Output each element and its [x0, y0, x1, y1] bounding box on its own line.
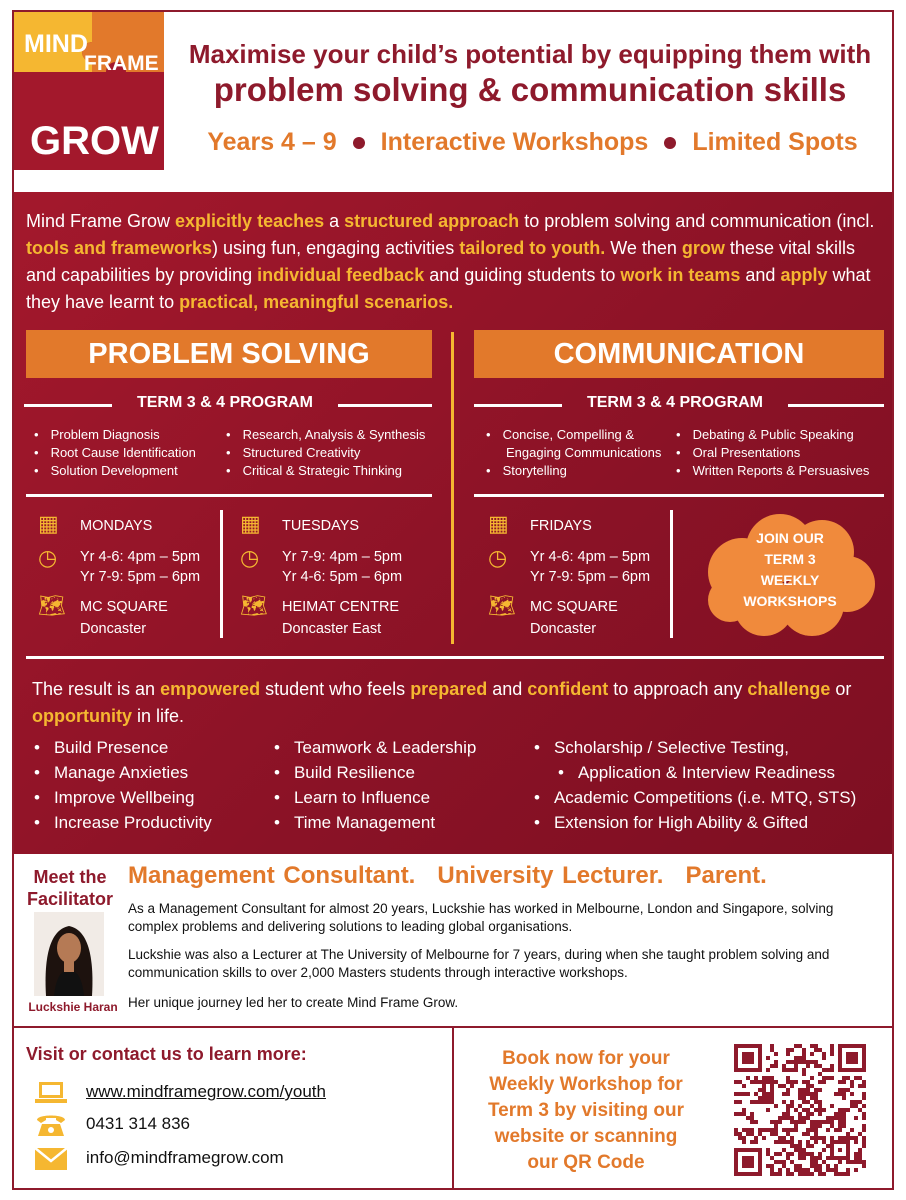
email-address[interactable]: info@mindframegrow.com	[86, 1148, 284, 1167]
facilitator-photo	[34, 912, 104, 996]
cloud-line: WEEKLY	[760, 572, 820, 588]
laptop-icon	[34, 1080, 68, 1106]
logo-word-grow: GROW	[30, 119, 159, 163]
list-item: • Root Cause Identification	[26, 444, 196, 462]
session-suburb: Doncaster	[80, 621, 147, 637]
facilitator-section	[14, 854, 892, 1026]
divider	[220, 510, 223, 638]
headline-line-2: problem solving & communication skills	[213, 71, 847, 108]
highlight-text: tailored to youth.	[459, 238, 606, 258]
cloud-line: JOIN OUR	[756, 530, 824, 546]
book-line: Term 3 by visiting our	[487, 1100, 685, 1121]
clock-icon: ◷	[488, 545, 508, 570]
session-day: TUESDAYS	[282, 518, 360, 534]
logo-word-frame: FRAME	[84, 52, 159, 75]
divider	[670, 510, 673, 638]
role: Management Consultant.	[128, 862, 416, 889]
list-item: • Structured Creativity	[218, 444, 425, 462]
session-day: FRIDAYS	[530, 518, 592, 534]
highlight-text: prepared	[410, 679, 488, 699]
session-tuesday	[240, 511, 430, 644]
list-item: • Build Presence	[34, 735, 212, 760]
tagline-spots: Limited Spots	[692, 128, 858, 156]
session-day: MONDAYS	[80, 518, 153, 534]
session-friday	[488, 511, 668, 644]
problem-solving-title: PROBLEM SOLVING	[26, 330, 432, 378]
map-icon: 🗺	[488, 593, 516, 618]
calendar-icon: ▦	[488, 511, 509, 536]
communication-topics-2	[668, 426, 869, 480]
facilitator-roles	[128, 862, 789, 890]
list-item: • Solution Development	[26, 462, 196, 480]
body-text: what they have learnt to	[26, 265, 871, 312]
role: Parent.	[685, 862, 767, 889]
tagline	[180, 128, 885, 157]
body-text: The result is an	[32, 679, 161, 699]
list-item: • Learn to Influence	[274, 785, 476, 810]
communication-topics-1	[478, 426, 661, 480]
headline-line-1: Maximise your child’s potential by equipping them with	[188, 39, 872, 69]
list-item: • Increase Productivity	[34, 810, 212, 835]
highlight-text: structured approach	[344, 211, 520, 231]
list-item: • Problem Diagnosis	[26, 426, 196, 444]
highlight-text: grow	[681, 238, 725, 258]
book-line: our QR Code	[527, 1152, 645, 1173]
benefits-col-2	[274, 735, 476, 835]
list-item: • Concise, Compelling & Engaging Communications	[478, 426, 661, 462]
session-suburb: Doncaster East	[282, 621, 382, 637]
envelope-icon	[34, 1146, 68, 1172]
calendar-icon: ▦	[38, 511, 59, 536]
session-time-1: Yr 4-6: 4pm – 5pm	[530, 549, 651, 565]
tagline-years: Years 4 – 9	[207, 128, 337, 156]
highlight-text: apply	[780, 265, 828, 285]
meet-line-1: Meet the	[33, 867, 107, 887]
body-text: or	[830, 679, 852, 699]
list-item: • Academic Competitions (i.e. MTQ, STS)	[534, 785, 856, 810]
divider	[452, 1028, 454, 1190]
clock-icon: ◷	[240, 545, 260, 570]
session-venue: HEIMAT CENTRE	[282, 599, 400, 615]
book-line: Weekly Workshop for	[489, 1074, 683, 1095]
cloud-line: TERM 3	[764, 551, 816, 567]
session-time-2: Yr 7-9: 5pm – 6pm	[530, 569, 651, 585]
role: University Lecturer.	[437, 862, 664, 889]
highlight-text: challenge	[747, 679, 831, 699]
problem-solving-topics-2	[218, 426, 425, 480]
list-item: • Debating & Public Speaking	[668, 426, 869, 444]
facilitator-bio-1: As a Management Consultant for almost 20 years, Luckshie has worked in Melbourne, London and Singapore, solving complex problems and delivering solutions to leading global organisations.	[128, 901, 834, 934]
session-venue: MC SQUARE	[530, 599, 618, 615]
session-monday	[38, 511, 218, 644]
map-icon: 🗺	[38, 593, 66, 618]
website-link[interactable]: www.mindframegrow.com/youth	[86, 1082, 326, 1101]
body-text: and	[740, 265, 781, 285]
highlight-text: opportunity	[32, 706, 132, 726]
map-icon: 🗺	[240, 593, 268, 618]
qr-code[interactable]	[734, 1044, 866, 1176]
session-time-2: Yr 7-9: 5pm – 6pm	[80, 569, 201, 585]
session-time-2: Yr 4-6: 5pm – 6pm	[282, 569, 403, 585]
column-divider	[451, 332, 454, 644]
contact-heading: Visit or contact us to learn more:	[26, 1044, 307, 1064]
divider	[474, 494, 884, 497]
session-venue: MC SQUARE	[80, 599, 168, 615]
highlight-text: tools and frameworks	[26, 238, 213, 258]
benefits-col-3	[534, 735, 856, 835]
book-now-text	[472, 1046, 700, 1176]
problem-solving-topics-1	[26, 426, 196, 480]
list-item: • Teamwork & Leadership	[274, 735, 476, 760]
highlight-text: empowered	[160, 679, 261, 699]
tagline-workshops: Interactive Workshops	[380, 128, 649, 156]
body-text: to approach any	[608, 679, 748, 699]
body-text: these vital skills and capabilities by providing	[26, 238, 855, 285]
problem-solving-term: TERM 3 & 4 PROGRAM	[136, 394, 313, 411]
divider	[26, 494, 432, 497]
phone-icon	[34, 1112, 68, 1138]
highlight-text: work in teams	[620, 265, 741, 285]
meet-the-facilitator	[22, 866, 118, 910]
facilitator-bio-2: Luckshie was also a Lecturer at The University of Melbourne for 7 years, during when she taught problem solving and communication skills to over 2,000 Masters students through interactive workshops.	[128, 947, 830, 980]
divider	[788, 404, 884, 407]
book-line: Book now for your	[502, 1048, 670, 1069]
divider	[26, 656, 884, 659]
divider	[474, 404, 562, 407]
session-suburb: Doncaster	[530, 621, 597, 637]
mind-frame-grow-logo	[14, 12, 164, 170]
list-item: • Written Reports & Persuasives	[668, 462, 869, 480]
body-text: Mind Frame Grow	[26, 211, 176, 231]
session-time-1: Yr 4-6: 4pm – 5pm	[80, 549, 201, 565]
intro-paragraph	[26, 208, 886, 316]
body-text: We then	[605, 238, 682, 258]
list-item: • Manage Anxieties	[34, 760, 212, 785]
headline	[175, 38, 885, 110]
result-paragraph	[32, 676, 882, 730]
body-text: and	[487, 679, 528, 699]
list-item: • Critical & Strategic Thinking	[218, 462, 425, 480]
body-text: to problem solving and communication (incl.	[519, 211, 875, 231]
list-item: • Extension for High Ability & Gifted	[534, 810, 856, 835]
list-item: • Research, Analysis & Synthesis	[218, 426, 425, 444]
communication-title: COMMUNICATION	[474, 330, 884, 378]
bullet-dot-icon	[353, 137, 365, 149]
cloud-line: WORKSHOPS	[743, 593, 837, 609]
highlight-text: explicitly teaches	[175, 211, 325, 231]
divider	[24, 404, 112, 407]
divider	[338, 404, 432, 407]
session-time-1: Yr 7-9: 4pm – 5pm	[282, 549, 403, 565]
communication-term: TERM 3 & 4 PROGRAM	[586, 394, 763, 411]
program-panel	[14, 192, 892, 854]
phone-number[interactable]: 0431 314 836	[86, 1114, 190, 1133]
benefits-col-1	[34, 735, 212, 835]
highlight-text: practical, meaningful scenarios.	[179, 292, 454, 312]
body-text: student who feels	[260, 679, 411, 699]
highlight-text: individual feedback	[257, 265, 425, 285]
body-text: and guiding students to	[424, 265, 621, 285]
list-item: • Scholarship / Selective Testing,	[534, 735, 856, 760]
list-item: • Time Management	[274, 810, 476, 835]
body-text: in life.	[131, 706, 185, 726]
body-text: ) using fun, engaging activities	[212, 238, 460, 258]
list-item: • Application & Interview Readiness	[534, 760, 856, 785]
cloud-callout-text	[726, 528, 854, 612]
clock-icon: ◷	[38, 545, 58, 570]
list-item: • Storytelling	[478, 462, 661, 480]
book-line: website or scanning	[494, 1126, 678, 1147]
logo-word-mind: MIND	[24, 30, 88, 58]
bullet-dot-icon	[664, 137, 676, 149]
list-item: • Oral Presentations	[668, 444, 869, 462]
list-item: • Build Resilience	[274, 760, 476, 785]
calendar-icon: ▦	[240, 511, 261, 536]
list-item: • Improve Wellbeing	[34, 785, 212, 810]
body-text: a	[324, 211, 345, 231]
facilitator-bio-3: Her unique journey led her to create Mind Frame Grow.	[128, 995, 459, 1010]
meet-line-2: Facilitator	[26, 889, 114, 909]
contact-section	[14, 1026, 892, 1188]
facilitator-name: Luckshie Haran	[28, 1000, 118, 1014]
highlight-text: confident	[527, 679, 609, 699]
